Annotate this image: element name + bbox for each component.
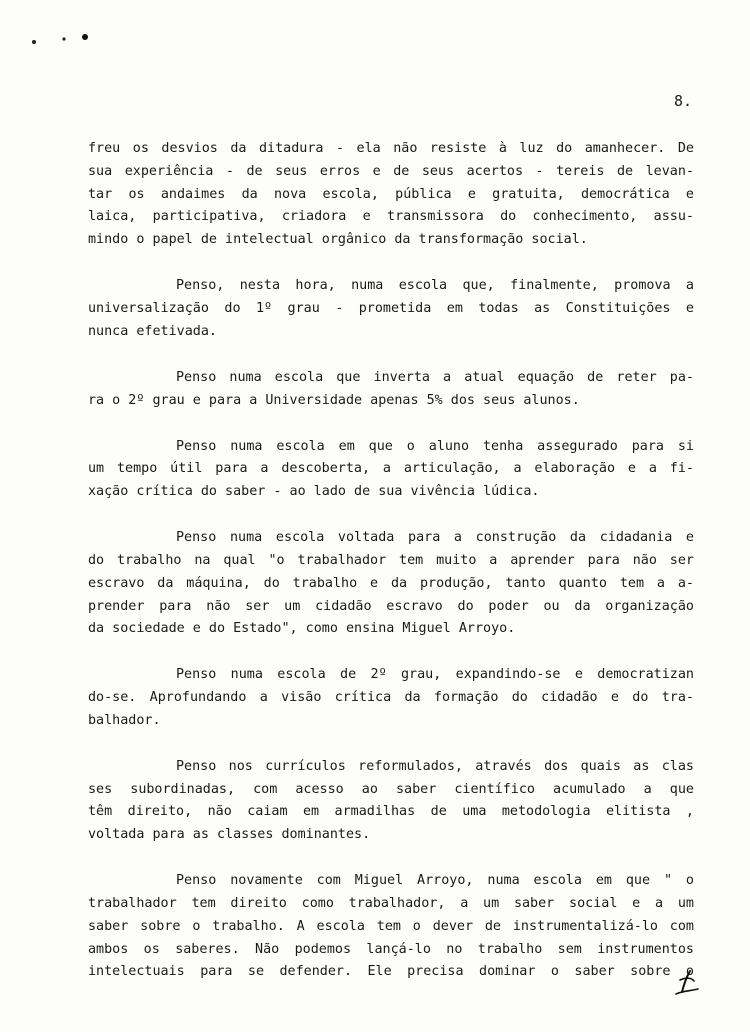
paragraph: [88, 870, 694, 984]
page-number: 8.: [673, 92, 692, 110]
text-line: freu os desvios da ditadura - ela não resiste à luz do amanhecer. De: [88, 141, 694, 156]
text-line: um tempo útil para a descoberta, a articulação, a elaboração e a fi-: [88, 461, 694, 477]
text-line: Penso numa escola de 2º grau, expandindo-se e democratizan: [176, 667, 694, 683]
text-line: xação crítica do saber - ao lado de sua vivência lúdica.: [88, 484, 540, 500]
paragraph: [88, 138, 694, 252]
text-line: laica, participativa, criadora e transmissora do conhecimento, assu-: [88, 209, 694, 225]
paragraph: [88, 367, 694, 413]
text-line: escravo da máquina, do trabalho e da produção, tanto quanto tem a a-: [88, 575, 694, 591]
text-line: Penso numa escola voltada para a construção da cidadania e: [176, 530, 694, 546]
paragraph: [88, 664, 694, 732]
paragraph: [88, 275, 694, 343]
scan-specks: [28, 28, 98, 48]
text-line: intelectuais para se defender. Ele precisa dominar o saber sobre o: [88, 964, 694, 980]
text-line: universalização do 1º grau - prometida em todas as Constituições e: [88, 300, 694, 316]
text-line: do trabalho na qual "o trabalhador tem muito a aprender para não ser: [88, 552, 694, 568]
text-line: sua experiência - de seus erros e de seus acertos - tereis de levan-: [88, 163, 694, 179]
text-line: prender para não ser um cidadão escravo do poder ou da organização: [88, 598, 694, 614]
text-line: ambos os saberes. Não podemos lançá-lo no trabalho sem instrumentos: [88, 941, 694, 957]
paragraph: [88, 527, 694, 641]
handwritten-initial: [672, 968, 702, 998]
text-line: do-se. Aprofundando a visão crítica da formação do cidadão e do tra-: [88, 690, 694, 706]
text-line: Penso, nesta hora, numa escola que, finalmente, promova a: [176, 278, 694, 294]
paragraph: [88, 436, 694, 504]
text-line: mindo o papel de intelectual orgânico da transformação social.: [88, 232, 588, 248]
paragraph: [88, 756, 694, 847]
text-line: trabalhador tem direito como trabalhador, a um saber social e a um: [88, 896, 694, 912]
text-line: Penso novamente com Miguel Arroyo, numa escola em que " o: [176, 873, 694, 889]
text-line: nunca efetivada.: [88, 323, 217, 339]
text-line: balhador.: [88, 712, 161, 728]
text-line: saber sobre o trabalho. A escola tem o dever de instrumentalizá-lo com: [88, 918, 694, 934]
body-text: [88, 138, 694, 984]
text-line: Penso nos currículos reformulados, através dos quais as clas: [176, 758, 694, 774]
text-line: Penso numa escola que inverta a atual equação de reter pa-: [176, 369, 694, 385]
text-line: Penso numa escola em que o aluno tenha assegurado para si: [176, 438, 694, 454]
text-line: voltada para as classes dominantes.: [88, 827, 371, 843]
text-line: ra o 2º grau e para a Universidade apenas 5% dos seus alunos.: [88, 392, 580, 408]
text-line: têm direito, não caiam em armadilhas de uma metodologia elitista ,: [88, 804, 694, 820]
text-line: da sociedade e do Estado", como ensina Miguel Arroyo.: [88, 621, 516, 637]
text-line: ses subordinadas, com acesso ao saber científico acumulado a que: [88, 781, 694, 797]
text-line: tar os andaimes da nova escola, pública e gratuita, democrática e: [88, 186, 694, 202]
